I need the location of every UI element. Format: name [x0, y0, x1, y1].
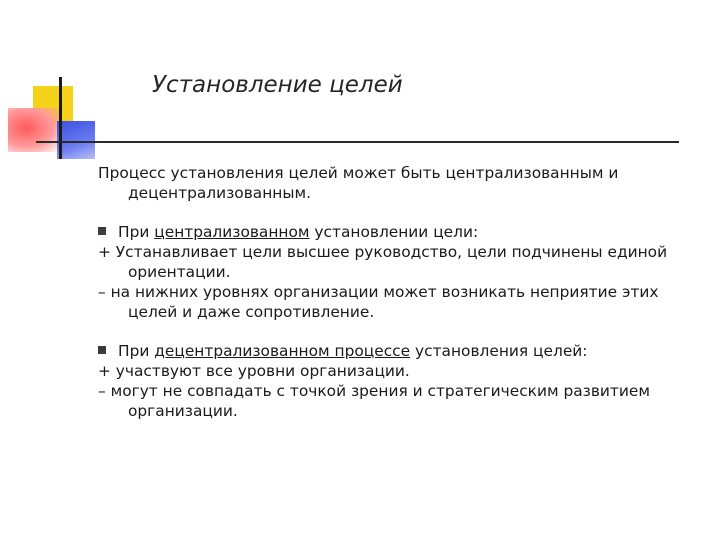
pro-line: + участвуют все уровни организации. [98, 362, 410, 380]
bullet-suffix: установлении цели: [309, 223, 479, 241]
bullet-centralized [98, 222, 698, 242]
con-line: – могут не совпадать с точкой зрения и стратегическим развитием организации. [98, 382, 650, 420]
bullet-underlined-term: децентрализованном процессе [154, 342, 411, 360]
slide-title: Установление целей [152, 72, 403, 98]
bullet-underlined-term: централизованном [154, 223, 310, 241]
con-line: – на нижних уровнях организации может возникать неприятие этих целей и даже сопротивление. [98, 283, 659, 321]
bullet-square-icon [98, 346, 106, 354]
bullet-prefix: При [118, 223, 155, 241]
slide-body [98, 163, 698, 421]
intro-paragraph: Процесс установления целей может быть централизованным и децентрализованным. [98, 164, 619, 202]
pro-line: + Устанавливает цели высшее руководство, цели подчинены единой ориентации. [98, 243, 668, 281]
bullet-suffix: установления целей: [410, 342, 588, 360]
logo-red-blur [8, 108, 60, 152]
bullet-decentralized [98, 341, 698, 361]
logo-vertical-line [59, 77, 62, 159]
logo-blue-square [57, 121, 95, 159]
title-divider [36, 141, 679, 143]
bullet-square-icon [98, 227, 106, 235]
bullet-prefix: При [118, 342, 155, 360]
